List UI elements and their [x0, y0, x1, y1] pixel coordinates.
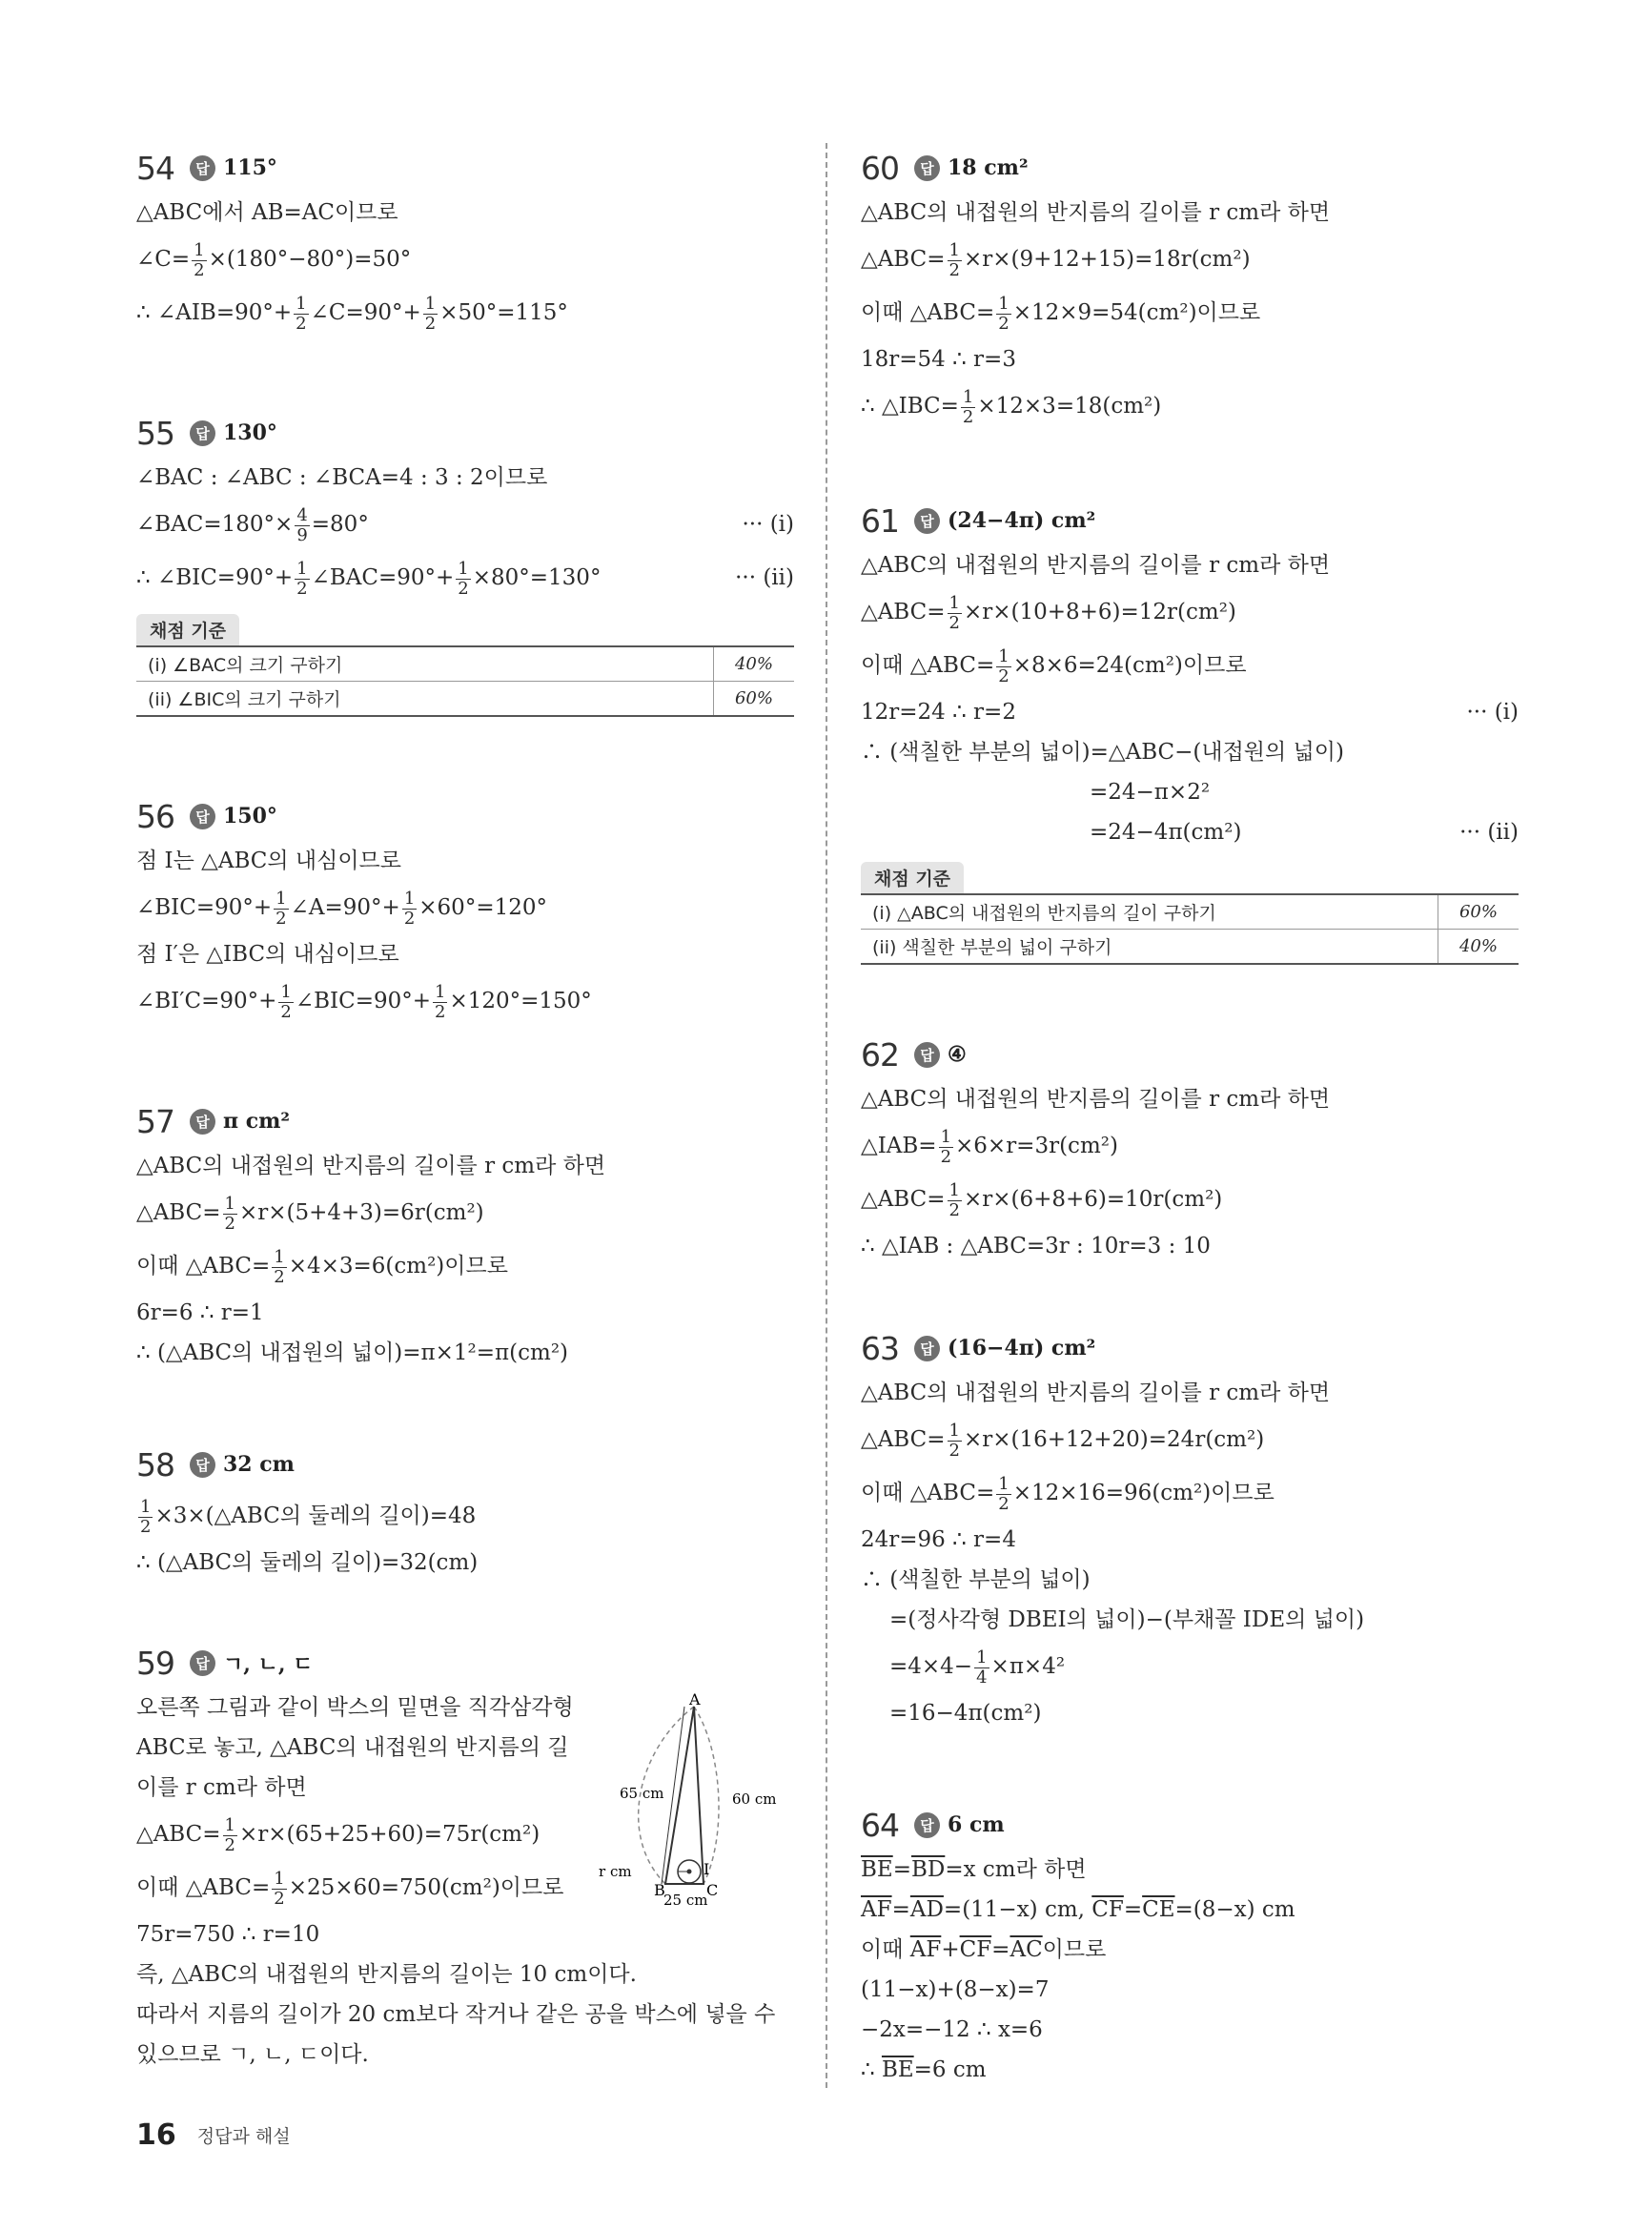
fraction: $\frac{1}{2}$: [140, 1496, 152, 1537]
solution-line: △ABC= $\frac{1}{2}$ ×r×(5+4+3)=6r(cm²): [136, 1193, 484, 1234]
answer: 150°: [223, 804, 277, 829]
label-i: I: [704, 1860, 710, 1878]
solution-line: 점 I′은 △IBC의 내심이므로: [136, 942, 399, 967]
answer: (24−4π) cm²: [948, 508, 1096, 533]
answer-badge: 답: [190, 804, 215, 829]
problem-54: [136, 143, 794, 339]
label-side: 60 cm: [732, 1790, 777, 1808]
answer-badge: 답: [914, 508, 940, 534]
solution-line: 오른쪽 그림과 같이 박스의 밑면을 직각삼각형: [136, 1695, 574, 1720]
problem-number: 59: [136, 1644, 174, 1682]
fraction: $\frac{1}{2}$: [948, 1420, 960, 1461]
solution-line: △ABC에서 AB=AC이므로: [136, 200, 398, 225]
fraction: $\frac{1}{4}$: [976, 1647, 988, 1688]
fraction: $\frac{1}{2}$: [275, 888, 287, 929]
solution-line: 점 I는 △ABC의 내심이므로: [136, 849, 401, 873]
fraction: $\frac{1}{2}$: [296, 558, 308, 599]
solution-line: $\overline{BE}=\overline{BD}=x$ cm라 하면: [861, 1857, 1087, 1882]
answer-badge: 답: [914, 1336, 940, 1361]
solution-line: 이를 r cm라 하면: [136, 1775, 307, 1800]
solution-line: 18r=54 ∴ r=3: [861, 347, 1016, 372]
solution-line: ∠BAC : ∠ABC : ∠BCA=4 : 3 : 2이므로: [136, 465, 548, 490]
fraction: $\frac{1}{2}$: [224, 1193, 235, 1234]
solution-line: $\frac{1}{2}$ ×3×(△ABC의 둘레의 길이)=48: [140, 1496, 477, 1537]
fraction: $\frac{1}{2}$: [948, 592, 960, 633]
problem-number: 58: [136, 1445, 174, 1483]
page-footer: [136, 2118, 291, 2152]
solution-line: 즉, △ABC의 내접원의 반지름의 길이는 10 cm이다.: [136, 1962, 637, 1987]
problem-number: 57: [136, 1102, 174, 1140]
fraction: $\frac{1}{2}$: [948, 1179, 960, 1220]
solution-line: ∴ ∠AIB=90°+ $\frac{1}{2}$ ∠C=90°+ $\frac{1}{2}$ ×50°=115°: [136, 293, 568, 334]
solution-line: =4×4− $\frac{1}{4}$ ×π×4²: [889, 1647, 1066, 1688]
solution-line: $\overline{AF}=\overline{AD}=(11-x)$ cm, $\overline{CF}=\overline{CE}=(8-x)$ cm: [861, 1897, 1295, 1922]
answer: (16−4π) cm²: [948, 1336, 1096, 1361]
solution-line: 이때 △ABC= $\frac{1}{2}$ ×8×6=24(cm²)이므로: [861, 645, 1247, 686]
triangle-abc: [665, 1707, 704, 1884]
problem-number: 54: [136, 149, 174, 187]
solution-line: 이때 △ABC= $\frac{1}{2}$ ×12×9=54(cm²)이므로: [861, 293, 1261, 334]
solution-line: ∠BAC=180°× $\frac{4}{9}$ =80° ··· (i): [136, 498, 794, 551]
fraction: $\frac{1}{2}$: [403, 888, 416, 929]
label-base: 25 cm: [663, 1892, 708, 1909]
solution-line: =(정사각형 DBEI의 넓이)−(부채꼴 IDE의 넓이): [889, 1607, 1365, 1632]
solution-line: △ABC의 내접원의 반지름의 길이를 r cm라 하면: [861, 1087, 1331, 1112]
column-divider: [826, 143, 827, 2088]
answer: 18 cm²: [948, 155, 1029, 180]
solution-line: =24−π×2²: [1090, 780, 1211, 805]
fraction: $\frac{1}{2}$: [998, 1473, 1010, 1514]
grading-table: [136, 645, 794, 717]
answer-badge: 답: [190, 420, 215, 446]
page-number: 16: [136, 2118, 176, 2152]
fraction: $\frac{1}{2}$: [424, 293, 437, 334]
fraction: $\frac{1}{2}$: [948, 239, 960, 280]
grading-box: [861, 862, 1519, 965]
solution-line: △ABC= $\frac{1}{2}$ ×r×(65+25+60)=75r(cm²): [136, 1814, 540, 1855]
fraction: $\frac{1}{2}$: [280, 981, 292, 1022]
solution-line: △ABC= $\frac{1}{2}$ ×r×(9+12+15)=18r(cm²): [861, 239, 1251, 280]
solution-line: 따라서 지름의 길이가 20 cm보다 작거나 같은 공을 박스에 넣을 수: [136, 2002, 776, 2027]
problem-number: 62: [861, 1035, 899, 1074]
step-marker: ··· (i): [1466, 700, 1519, 725]
solution-line: △IAB= $\frac{1}{2}$ ×6×r=3r(cm²): [861, 1126, 1118, 1167]
solution-line: ∴ (색칠한 부분의 넓이): [861, 1567, 1091, 1592]
grading-table: [861, 893, 1519, 965]
step-marker: ··· (i): [742, 512, 794, 537]
problem-55: [136, 408, 794, 717]
solution-line: ∠BIC=90°+ $\frac{1}{2}$ ∠A=90°+ $\frac{1}{2}$ ×60°=120°: [136, 888, 547, 929]
grading-title: 채점 기준: [861, 862, 964, 893]
problem-number: 61: [861, 501, 899, 540]
solution-line: 24r=96 ∴ r=4: [861, 1527, 1016, 1552]
solution-line: (11−x)+(8−x)=7: [861, 1977, 1050, 2002]
fraction: $\frac{1}{2}$: [194, 239, 205, 280]
solution-line: △ABC= $\frac{1}{2}$ ×r×(6+8+6)=10r(cm²): [861, 1179, 1223, 1220]
solution-line: 75r=750 ∴ r=10: [136, 1922, 320, 1947]
solution-line: 이때 $\overline{AF}+\overline{CF}=\overline{AC}$이므로: [861, 1937, 1107, 1962]
triangle-shadow: [662, 1707, 684, 1884]
grading-box: [136, 614, 794, 717]
problem-60: [861, 143, 1519, 433]
answer: ④: [948, 1042, 967, 1067]
fraction: $\frac{4}{9}$: [296, 504, 308, 545]
solution-line: △ABC의 내접원의 반지름의 길이를 r cm라 하면: [861, 553, 1331, 578]
grading-title: 채점 기준: [136, 614, 239, 645]
triangle-figure: [599, 1690, 794, 1909]
step-marker: ··· (ii): [1459, 820, 1519, 845]
problem-number: 64: [861, 1806, 899, 1844]
problem-59: [136, 1638, 794, 2075]
table-row: (ii) ∠BIC의 크기 구하기 60%: [136, 682, 794, 717]
fraction: $\frac{1}{2}$: [435, 981, 446, 1022]
problem-58: [136, 1440, 794, 1583]
answer: 115°: [223, 155, 277, 180]
problem-64: [861, 1800, 1519, 2090]
fraction: $\frac{1}{2}$: [998, 645, 1010, 686]
fraction: $\frac{1}{2}$: [296, 293, 307, 334]
solution-line: ∴ △IAB : △ABC=3r : 10r=3 : 10: [861, 1234, 1211, 1258]
label-a: A: [689, 1690, 701, 1708]
solution-line: △ABC= $\frac{1}{2}$ ×r×(16+12+20)=24r(cm²): [861, 1420, 1265, 1461]
solution-line: △ABC의 내접원의 반지름의 길이를 r cm라 하면: [136, 1154, 606, 1178]
answer-badge: 답: [190, 1650, 215, 1676]
fraction: $\frac{1}{2}$: [274, 1246, 285, 1287]
fraction: $\frac{1}{2}$: [274, 1868, 285, 1909]
solution-line: =16−4π(cm²): [889, 1701, 1042, 1726]
solution-line: ABC로 놓고, △ABC의 내접원의 반지름의 길: [136, 1735, 569, 1760]
answer-badge: 답: [914, 155, 940, 181]
label-r: r cm: [599, 1863, 632, 1880]
answer: ㄱ, ㄴ, ㄷ: [223, 1651, 314, 1677]
problem-62: [861, 1030, 1519, 1266]
solution-line: 이때 △ABC= $\frac{1}{2}$ ×25×60=750(cm²)이므로: [136, 1868, 564, 1909]
solution-line: =24−4π(cm²) ··· (ii): [861, 812, 1519, 852]
answer: 130°: [223, 420, 277, 445]
solution-line: △ABC의 내접원의 반지름의 길이를 r cm라 하면: [861, 1381, 1331, 1405]
label-b: B: [654, 1881, 665, 1899]
solution-line: 이때 △ABC= $\frac{1}{2}$ ×4×3=6(cm²)이므로: [136, 1246, 508, 1287]
fraction: $\frac{1}{2}$: [962, 386, 974, 427]
side-arc: [694, 1707, 719, 1884]
problem-63: [861, 1323, 1519, 1733]
solution-line: ∴ (색칠한 부분의 넓이)=△ABC−(내접원의 넓이): [861, 740, 1344, 765]
problem-61: [861, 496, 1519, 965]
solution-line: △ABC의 내접원의 반지름의 길이를 r cm라 하면: [861, 200, 1331, 225]
problem-number: 55: [136, 414, 174, 452]
fraction: $\frac{1}{2}$: [998, 293, 1010, 334]
solution-line: 12r=24 ∴ r=2 ··· (i): [861, 692, 1519, 732]
answer-badge: 답: [914, 1812, 940, 1838]
label-hyp: 65 cm: [620, 1785, 664, 1802]
answer: 32 cm: [223, 1452, 295, 1477]
label-c: C: [706, 1881, 719, 1899]
table-row: (ii) 색칠한 부분의 넓이 구하기 40%: [861, 930, 1519, 965]
solution-line: ∴ $\overline{BE}=6$ cm: [861, 2057, 987, 2082]
answer-badge: 답: [914, 1042, 940, 1068]
solution-line: △ABC= $\frac{1}{2}$ ×r×(10+8+6)=12r(cm²): [861, 592, 1236, 633]
solution-line: 6r=6 ∴ r=1: [136, 1300, 264, 1325]
answer-badge: 답: [190, 1452, 215, 1478]
solution-line: ∴ (△ABC의 내접원의 넓이)=π×1²=π(cm²): [136, 1340, 569, 1365]
answer-badge: 답: [190, 1109, 215, 1135]
problem-number: 56: [136, 797, 174, 835]
problem-number: 60: [861, 149, 899, 187]
fraction: $\frac{1}{2}$: [940, 1126, 952, 1167]
solution-line: 있으므로 ㄱ, ㄴ, ㄷ이다.: [136, 2042, 369, 2067]
solution-line: ∴ ∠BIC=90°+ $\frac{1}{2}$ ∠BAC=90°+ $\frac{1}{2}$ ×80°=130° ··· (ii): [136, 551, 794, 604]
solution-line: ∴ △IBC= $\frac{1}{2}$ ×12×3=18(cm²): [861, 386, 1162, 427]
solution-line: ∴ (△ABC의 둘레의 길이)=32(cm): [136, 1550, 479, 1575]
fraction: $\frac{1}{2}$: [224, 1814, 235, 1855]
footer-label: 정답과 해설: [196, 2126, 291, 2147]
answer: 6 cm: [948, 1812, 1005, 1837]
solution-line: −2x=−12 ∴ x=6: [861, 2017, 1043, 2042]
table-row: (i) △ABC의 내접원의 반지름의 길이 구하기 60%: [861, 894, 1519, 930]
problem-number: 63: [861, 1329, 899, 1367]
table-row: (i) ∠BAC의 크기 구하기 40%: [136, 646, 794, 682]
answer-badge: 답: [190, 155, 215, 181]
problem-56: [136, 791, 794, 1028]
solution-line: ∠BI′C=90°+ $\frac{1}{2}$ ∠BIC=90°+ $\frac{1}{2}$ ×120°=150°: [136, 981, 592, 1022]
fraction: $\frac{1}{2}$: [458, 558, 469, 599]
step-marker: ··· (ii): [735, 565, 794, 590]
answer: π cm²: [223, 1109, 291, 1134]
problem-57: [136, 1096, 794, 1373]
solution-line: 이때 △ABC= $\frac{1}{2}$ ×12×16=96(cm²)이므로: [861, 1473, 1275, 1514]
solution-line: ∠C= $\frac{1}{2}$ ×(180°−80°)=50°: [136, 239, 412, 280]
